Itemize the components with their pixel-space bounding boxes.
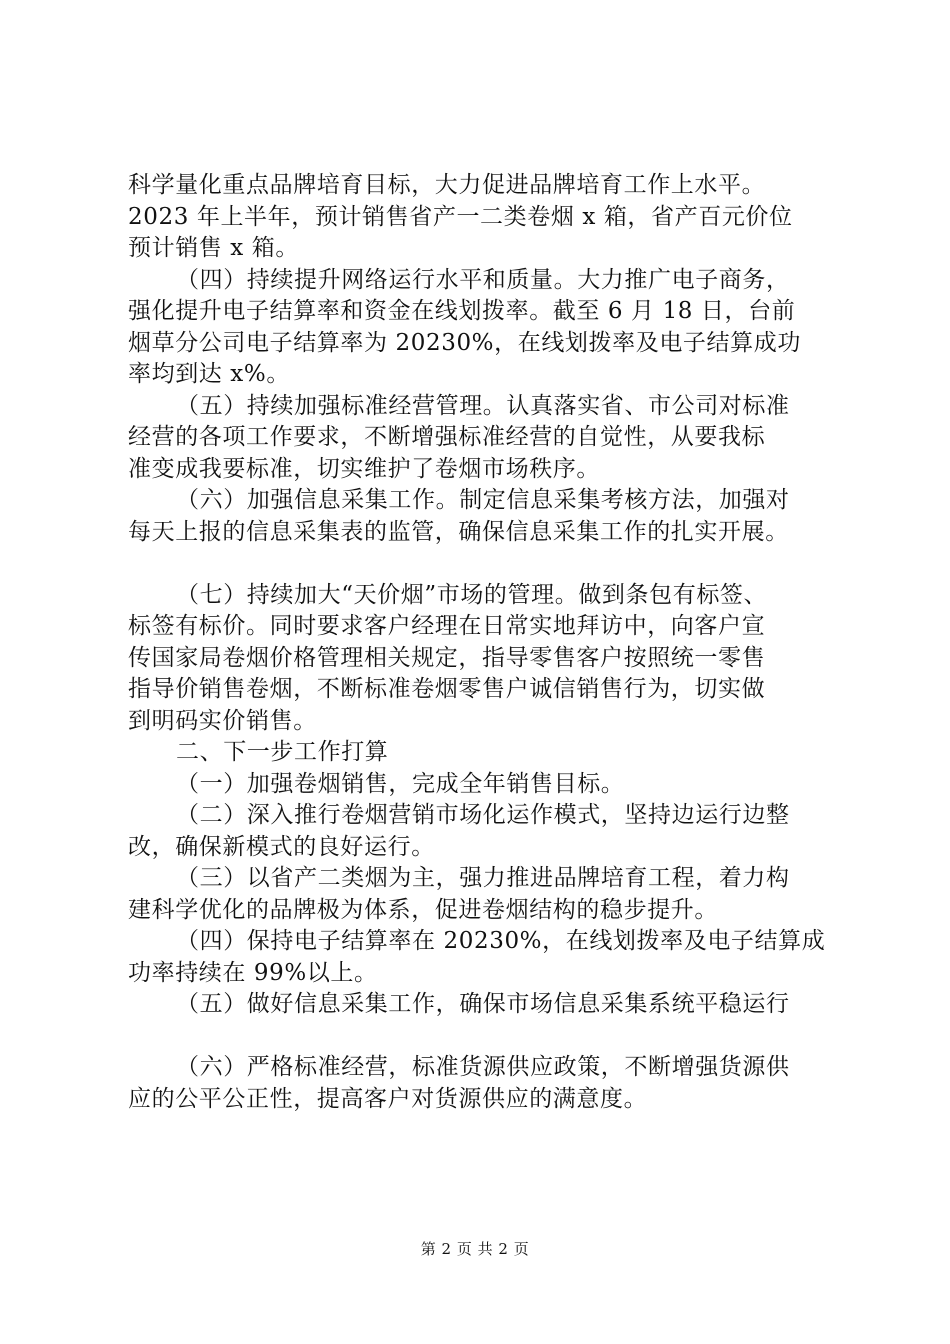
paragraph-line: 指导价销售卷烟，不断标准卷烟零售户诚信销售行为，切实做 [128,676,766,702]
paragraph-gap [128,548,843,580]
paragraph-line: （七）持续加大“天价烟”市场的管理。做到条包有标签、 [176,581,768,608]
paragraph-line: 到明码实价销售。 [128,707,317,734]
paragraph-gap [128,1021,843,1053]
page-footer [0,1238,950,1259]
paragraph-line: 预计销售 x 箱。 [128,235,299,261]
paragraph-line: （三）以省产二类烟为主，强力推进品牌培育工程，着力构 [176,865,790,891]
paragraph-line: （四）保持电子结算率在 20230%，在线划拨率及电子结算成 [176,928,826,954]
document-body [128,170,843,1115]
paragraph-line: 科学量化重点品牌培育目标，大力促进品牌培育工作上水平。 [128,172,766,198]
paragraph-line: 每天上报的信息采集表的监管，确保信息采集工作的扎实开展。 [128,518,789,545]
section-heading: 二、下一步工作打算 [176,739,389,765]
paragraph-line: （四）持续提升网络运行水平和质量。大力推广电子商务， [176,266,790,293]
paragraph-line: 标签有标价。同时要求客户经理在日常实地拜访中，向客户宣 [128,613,766,639]
paragraph-line: 改，确保新模式的良好运行。 [128,833,435,860]
paragraph-line: 准变成我要标准，切实维护了卷烟市场秩序。 [128,455,600,482]
paragraph-line: 率均到达 x%。 [128,361,290,387]
paragraph-line: 传国家局卷烟价格管理相关规定，指导零售客户按照统一零售 [128,644,766,671]
paragraph-line: （六）加强信息采集工作。制定信息采集考核方法，加强对 [176,487,790,513]
paragraph-line: 应的公平公正性，提高客户对货源供应的满意度。 [128,1085,648,1112]
paragraph-line: 强化提升电子结算率和资金在线划拨率。截至 6 月 18 日，台前 [128,298,796,324]
paragraph-line: （一）加强卷烟销售，完成全年销售目标。 [176,770,625,797]
page-number: 第 2 页 共 2 页 [420,1240,530,1258]
paragraph-line: （六）严格标准经营，标准货源供应政策，不断增强货源供 [176,1054,790,1080]
paragraph-line: 建科学优化的品牌极为体系，促进卷烟结构的稳步提升。 [128,896,718,923]
paragraph-line: 经营的各项工作要求，不断增强标准经营的自觉性，从要我标 [128,424,766,450]
paragraph-line: 2023 年上半年，预计销售省产一二类卷烟 x 箱，省产百元价位 [128,203,793,230]
paragraph-line: 烟草分公司电子结算率为 20230%，在线划拨率及电子结算成功 [128,329,801,356]
paragraph-line: （五）做好信息采集工作，确保市场信息采集系统平稳运行 [176,991,790,1017]
paragraph-line: （五）持续加强标准经营管理。认真落实省、市公司对标准 [176,392,790,419]
paragraph-line: 功率持续在 99%以上。 [128,959,378,986]
paragraph-line: （二）深入推行卷烟营销市场化运作模式，坚持边运行边整 [176,802,790,828]
